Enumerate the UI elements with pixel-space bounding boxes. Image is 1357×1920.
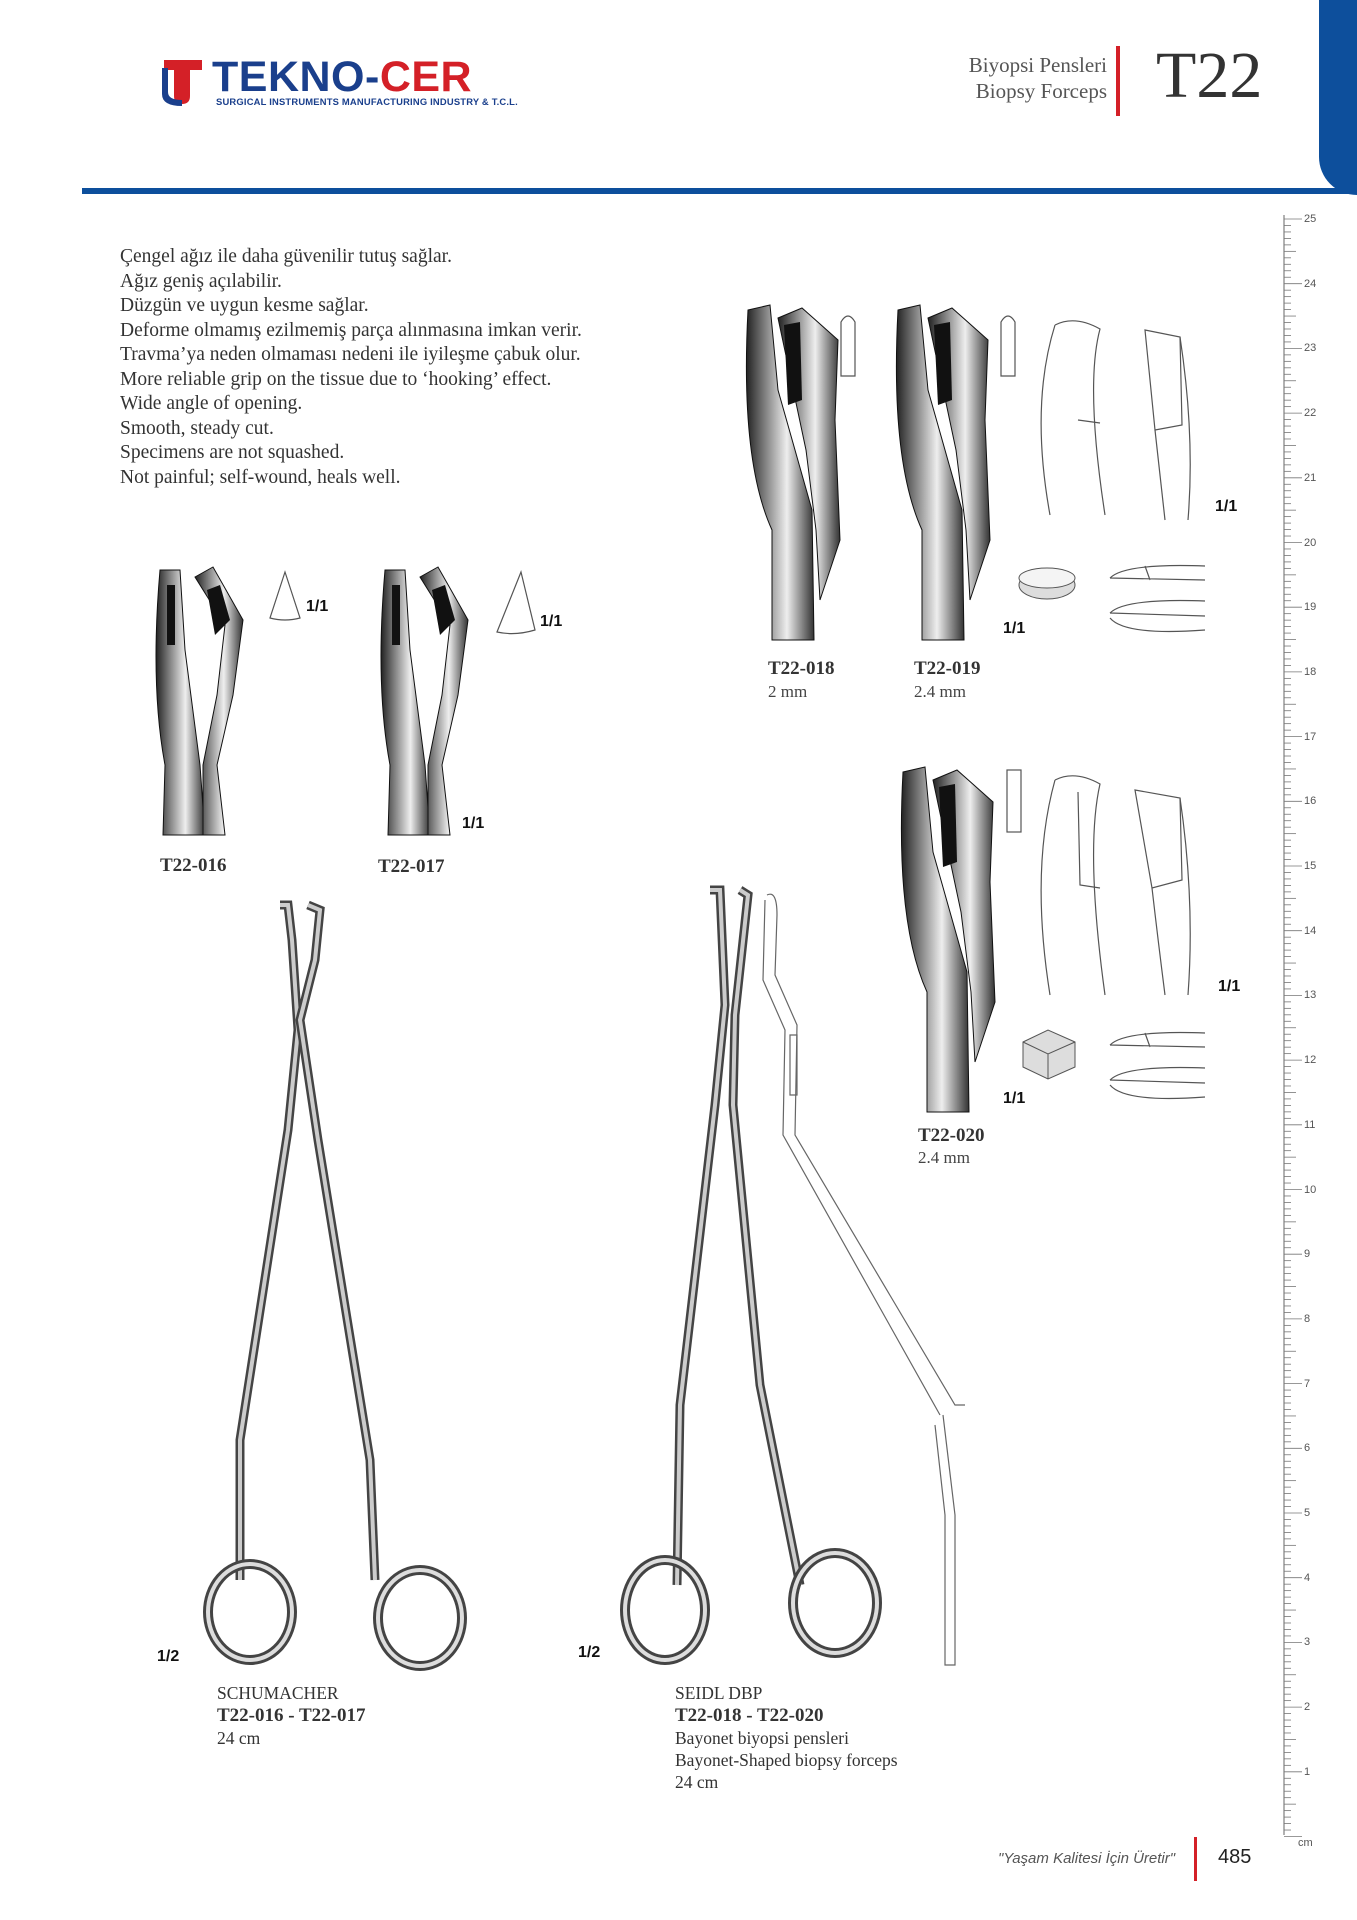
company-logo <box>160 52 518 112</box>
feature-line: Deforme olmamış ezilmemiş parça alınmasına imkan verir. <box>120 319 582 341</box>
logo-mark-icon <box>160 56 206 106</box>
logo-word-cer: CER <box>379 53 473 101</box>
instrument-codes: T22-018 - T22-020 <box>675 1705 824 1726</box>
feature-line: Ağız geniş açılabilir. <box>120 270 282 292</box>
ruler-number: 16 <box>1304 795 1317 808</box>
ruler-number: 20 <box>1304 536 1317 549</box>
ruler-number: 24 <box>1304 277 1317 290</box>
ruler-number: 21 <box>1304 471 1317 484</box>
product-code-t22-019: T22-019 <box>914 658 981 679</box>
instrument-image-schumacher <box>170 900 470 1670</box>
scale-label: 1/1 <box>1218 978 1241 995</box>
ruler-number: 17 <box>1304 730 1317 743</box>
scale-label: 1/2 <box>578 1644 601 1661</box>
ruler-number: 3 <box>1304 1636 1311 1649</box>
ruler-number: 14 <box>1304 924 1317 937</box>
feature-line: Travma’ya neden olmaması nedeni ile iyileşme çabuk olur. <box>120 344 581 365</box>
category-title <box>969 52 1107 104</box>
feature-line: Çengel ağız ile daha güvenilir tutuş sağlar. <box>120 246 452 267</box>
instrument-name: SCHUMACHER <box>217 1683 339 1703</box>
feature-line: Not painful; self-wound, heals well. <box>120 466 401 488</box>
ruler-number: 6 <box>1304 1442 1311 1455</box>
ruler-number: 5 <box>1304 1507 1311 1519</box>
specimen-drawing <box>1015 560 1080 610</box>
category-title-en: Biopsy Forceps <box>975 79 1107 103</box>
feature-line: More reliable grip on the tissue due to ‘hooking’ effect. <box>120 368 552 390</box>
ruler-number: 7 <box>1304 1377 1311 1390</box>
category-title-tr: Biyopsi Pensleri <box>968 53 1107 77</box>
header-rule <box>82 188 1357 194</box>
scale-label: 1/1 <box>1003 620 1026 637</box>
product-size-t22-019: 2.4 mm <box>914 682 966 701</box>
category-code: T22 <box>1156 39 1263 112</box>
product-size-t22-020: 2.4 mm <box>918 1148 970 1167</box>
tip-profile-icon <box>268 570 302 622</box>
product-size-t22-018: 2 mm <box>768 682 808 701</box>
instrument-codes: T22-016 - T22-017 <box>217 1705 366 1726</box>
cross-section-icon <box>1005 768 1023 834</box>
tip-image-t22-017 <box>370 565 480 835</box>
jaw-line-drawing <box>1030 770 1220 1000</box>
tip-image-t22-020 <box>895 762 1005 1112</box>
ruler-number: 11 <box>1304 1118 1316 1131</box>
page-number: 485 <box>1218 1846 1252 1868</box>
feature-list <box>120 245 582 490</box>
ruler-unit: cm <box>1298 1837 1313 1849</box>
instrument-name: SEIDL DBP <box>675 1683 763 1703</box>
scale-label: 1/2 <box>157 1648 180 1665</box>
ruler-number: 22 <box>1304 407 1317 420</box>
tip-image-t22-018 <box>740 300 850 640</box>
ruler-number: 18 <box>1304 665 1317 678</box>
cross-section-icon <box>838 310 858 378</box>
product-code-t22-018: T22-018 <box>768 658 835 679</box>
instrument-description-en: Bayonet-Shaped biopsy forceps <box>675 1750 898 1770</box>
logo-wordmark <box>212 52 472 102</box>
logo-word-tekno: TEKNO- <box>212 53 380 101</box>
ruler-number: 15 <box>1304 860 1317 872</box>
instrument-length: 24 cm <box>675 1772 719 1792</box>
header-corner-decoration <box>1319 0 1357 195</box>
cm-ruler <box>1282 213 1332 1849</box>
instrument-length: 24 cm <box>217 1728 261 1748</box>
jaw-side-drawing <box>1105 1025 1215 1110</box>
ruler-number: 2 <box>1304 1701 1311 1714</box>
jaw-side-drawing <box>1105 558 1215 643</box>
feature-line: Wide angle of opening. <box>120 393 303 414</box>
ruler-number: 13 <box>1304 989 1317 1002</box>
ruler-number: 12 <box>1304 1054 1317 1067</box>
feature-line: Specimens are not squashed. <box>120 442 345 463</box>
ruler-number: 1 <box>1304 1765 1311 1778</box>
category-divider <box>1116 46 1120 116</box>
product-code-t22-017: T22-017 <box>378 856 445 877</box>
instrument-description-tr: Bayonet biyopsi pensleri <box>675 1728 850 1748</box>
instrument-caption-schumacher <box>217 1682 365 1749</box>
ruler-number: 4 <box>1304 1571 1311 1584</box>
logo-subtitle: SURGICAL INSTRUMENTS MANUFACTURING INDUSTRY & T.C.L. <box>216 96 518 107</box>
ruler-number: 25 <box>1304 213 1317 225</box>
scale-label: 1/1 <box>540 613 563 630</box>
ruler-number: 19 <box>1304 601 1317 614</box>
footer-divider <box>1194 1837 1197 1881</box>
scale-label: 1/1 <box>462 815 485 832</box>
tip-image-t22-016 <box>145 565 255 835</box>
cross-section-icon <box>998 310 1018 378</box>
ruler-number: 8 <box>1304 1312 1311 1325</box>
product-code-t22-016: T22-016 <box>160 855 227 876</box>
product-code-t22-020: T22-020 <box>918 1125 985 1146</box>
instrument-image-seidl <box>585 885 905 1675</box>
ruler-number: 23 <box>1304 342 1317 355</box>
ruler-number: 10 <box>1304 1183 1317 1196</box>
tip-image-t22-019 <box>890 300 1000 640</box>
tip-profile-icon <box>495 570 537 636</box>
jaw-line-drawing <box>1030 315 1220 525</box>
scale-label: 1/1 <box>1215 498 1238 515</box>
feature-line: Smooth, steady cut. <box>120 417 274 439</box>
scale-label: 1/1 <box>306 598 329 615</box>
specimen-drawing <box>1013 1022 1083 1082</box>
scale-label: 1/1 <box>1003 1090 1026 1107</box>
instrument-caption-seidl <box>675 1682 898 1793</box>
footer-slogan: "Yaşam Kalitesi İçin Üretir" <box>998 1850 1176 1867</box>
feature-line: Düzgün ve uygun kesme sağlar. <box>120 295 369 316</box>
ruler-ticks <box>1282 215 1332 1845</box>
ruler-number: 9 <box>1304 1248 1311 1261</box>
